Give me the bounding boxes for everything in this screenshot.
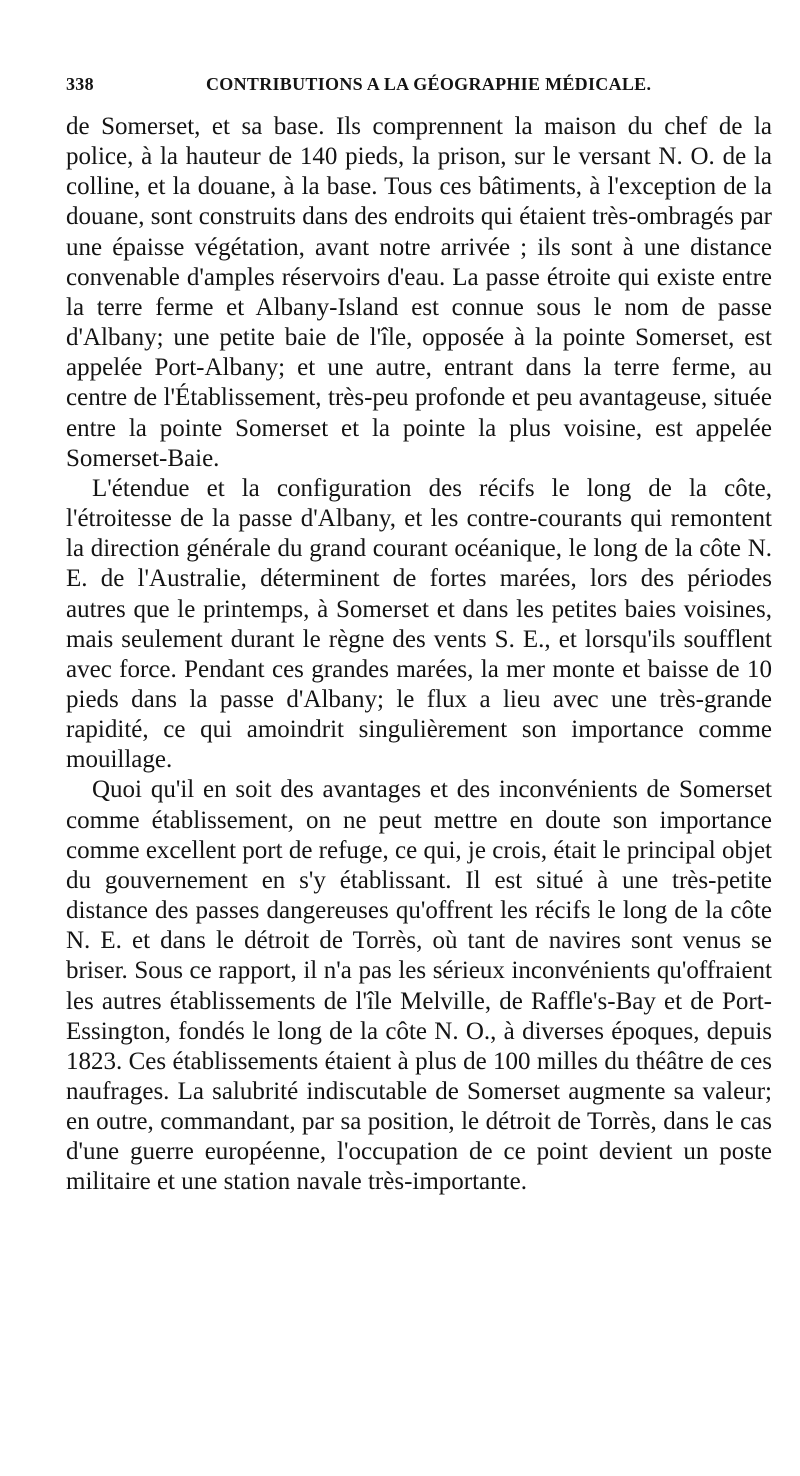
body-text [66, 112, 772, 1198]
running-head [66, 74, 756, 104]
paragraph-importance: Quoi qu'il en soit des avantages et des inconvénients de Somerset comme établissement, on ne peut mettre en doute son importance comme excellent port de refuge, ce qui, je crois, était le principal objet du gouvernement en s'y établissant. Il est situé à une très-petite distance des passes dangereuses qu'offrent les récifs le long de la côte N. E. et dans le détroit de Torrès, où tant de navires sont venus se briser. Sous ce rapport, il n'a pas les sérieux inconvénients qu'offraient les autres établissements de l'île Melville, de Raffle's-Bay et de Port-Essington, fondés le long de la côte N. O., à diverses époques, depuis 1823. Ces établissements étaient à plus de 100 milles du théâtre de ces naufrages. La salubrité indiscutable de Somerset augmente sa valeur; en outre, commandant, par sa position, le détroit de Torrès, dans le cas d'une guerre européenne, l'occupation de ce point devient un poste militaire et une station navale très-importante. [66, 776, 772, 1196]
running-title: CONTRIBUTIONS A LA GÉOGRAPHIE MÉDICALE. [206, 74, 652, 94]
page-number: 338 [66, 74, 94, 94]
paragraph-continued: de Somerset, et sa base. Ils comprennent la maison du chef de la police, à la hauteur de 140 pieds, la prison, sur le versant N. O. de la colline, et la douane, à la base. Tous ces bâtiments, à l'exception de la douane, sont construits dans des endroits qui étaient très-ombragés par une épaisse végétation, avant notre arrivée ; ils sont à une distance convenable d'amples réservoirs d'eau. La passe étroite qui existe entre la terre ferme et Albany-Island est connue sous le nom de passe d'Albany; une petite baie de l'île, opposée à la pointe Somerset, est appelée Port-Albany; et une autre, entrant dans la terre ferme, au centre de l'Établissement, très-peu profonde et peu avantageuse, située entre la pointe Somerset et la pointe la plus voisine, est appelée Somerset-Baie. [66, 113, 772, 472]
paragraph-tides: L'étendue et la configuration des récifs le long de la côte, l'étroitesse de la passe d'Albany, et les contre-courants qui remontent la direction générale du grand courant océanique, le long de la côte N. E. de l'Australie, déterminent de fortes marées, lors des périodes autres que le printemps, à Somerset et dans les petites baies voisines, mais seulement durant le règne des vents S. E., et lorsqu'ils soufflent avec force. Pendant ces grandes marées, la mer monte et baisse de 10 pieds dans la passe d'Albany; le flux a lieu avec une très-grande rapidité, ce qui amoindrit singulièrement son importance comme mouillage. [66, 474, 772, 774]
